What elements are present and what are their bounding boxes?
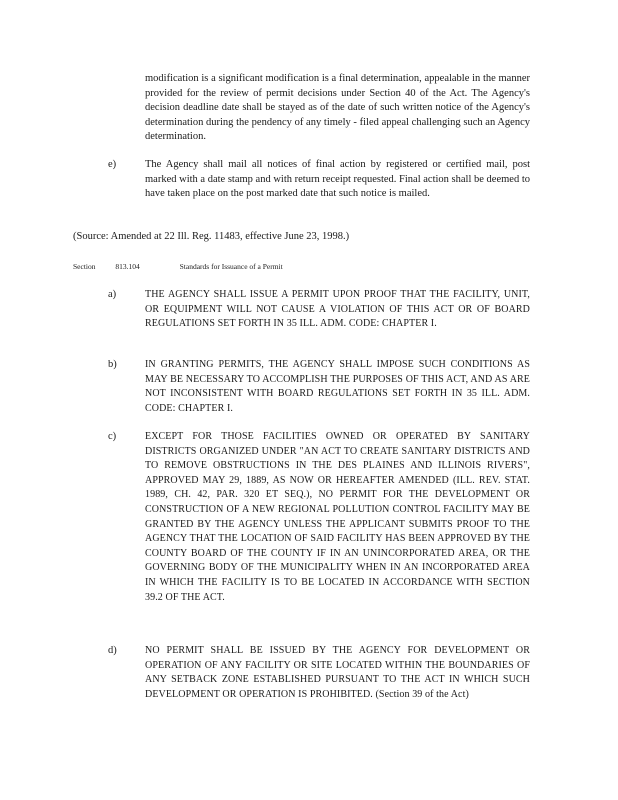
section-heading bbox=[73, 262, 283, 272]
item-a-marker: a) bbox=[108, 289, 117, 300]
item-e-marker: e) bbox=[108, 159, 117, 170]
section-label: Section bbox=[73, 262, 96, 271]
item-a-text: THE AGENCY SHALL ISSUE A PERMIT UPON PROOF THAT THE FACILITY, UNIT, OR EQUIPMENT WILL NOT CAUSE A VIOLATION OF THIS ACT OR OF BOARD REGULATIONS SET FORTH IN 35 ILL. ADM. CODE: CHAPTER I. bbox=[145, 289, 530, 330]
item-d-marker: d) bbox=[108, 645, 117, 656]
section-number: 813.104 bbox=[115, 262, 140, 271]
item-e-text: The Agency shall mail all notices of final action by registered or certified mail, post marked with a date stamp and with return receipt requested. Final action shall be deemed to have taken place on the post marked date that such notice is mailed. bbox=[145, 159, 530, 200]
item-b-marker: b) bbox=[108, 359, 117, 370]
section-title: Standards for Issuance of a Permit bbox=[179, 262, 283, 271]
item-b-text: IN GRANTING PERMITS, THE AGENCY SHALL IMPOSE SUCH CONDITIONS AS MAY BE NECESSARY TO ACCOMPLISH THE PURPOSES OF THIS ACT, AND AS ARE NOT INCONSISTENT WITH BOARD REGULATIONS SET FORTH IN 35 ILL. ADM. CODE: CHAPTER I. bbox=[145, 359, 530, 414]
source-note: (Source: Amended at 22 Ill. Reg. 11483, effective June 23, 1998.) bbox=[73, 231, 350, 242]
item-c-text: EXCEPT FOR THOSE FACILITIES OWNED OR OPERATED BY SANITARY DISTRICTS ORGANIZED UNDER "AN ACT TO CREATE SANITARY DISTRICTS AND TO REMOVE OBSTRUCTIONS IN THE DES PLAINES AND ILLINOIS RIVERS", APPROVED MAY 29, 1889, AS NOW OR HEREAFTER AMENDED (ILL. REV. STAT. 1989, CH. 42, PAR. 320 ET SEQ.), NO PERMIT FOR THE DEVELOPMENT OR CONSTRUCTION OF A NEW REGIONAL POLLUTION CONTROL FACILITY MAY BE GRANTED BY THE AGENCY UNLESS THE APPLICANT SUBMITS PROOF TO THE AGENCY THAT THE LOCATION OF SAID FACILITY HAS BEEN APPROVED BY THE COUNTY BOARD OF THE COUNTY IF IN AN UNINCORPORATED AREA, OR THE GOVERNING BODY OF THE MUNICIPALITY WHEN IN AN INCORPORATED AREA IN WHICH THE FACILITY IS TO BE LOCATED IN ACCORDANCE WITH SECTION 39.2 OF THE ACT. bbox=[145, 431, 530, 603]
item-c-marker: c) bbox=[108, 431, 117, 442]
continuation-paragraph: modification is a significant modification is a final determination, appealable in the manner provided for the review of permit decisions under Section 40 of the Act. The Agency's decision deadline date shall be stayed as of the date of such written notice of the Agency's determination during the pendency of any timely - filed appeal challenging such an Agency determination. bbox=[145, 73, 530, 143]
item-d-text: NO PERMIT SHALL BE ISSUED BY THE AGENCY FOR DEVELOPMENT OR OPERATION OF ANY FACILITY OR SITE LOCATED WITHIN THE BOUNDARIES OF ANY SETBACK ZONE ESTABLISHED PURSUANT TO THE ACT IN WHICH SUCH DEVELOPMENT OR OPERATION IS PROHIBITED. (Section 39 of the Act) bbox=[145, 645, 530, 700]
